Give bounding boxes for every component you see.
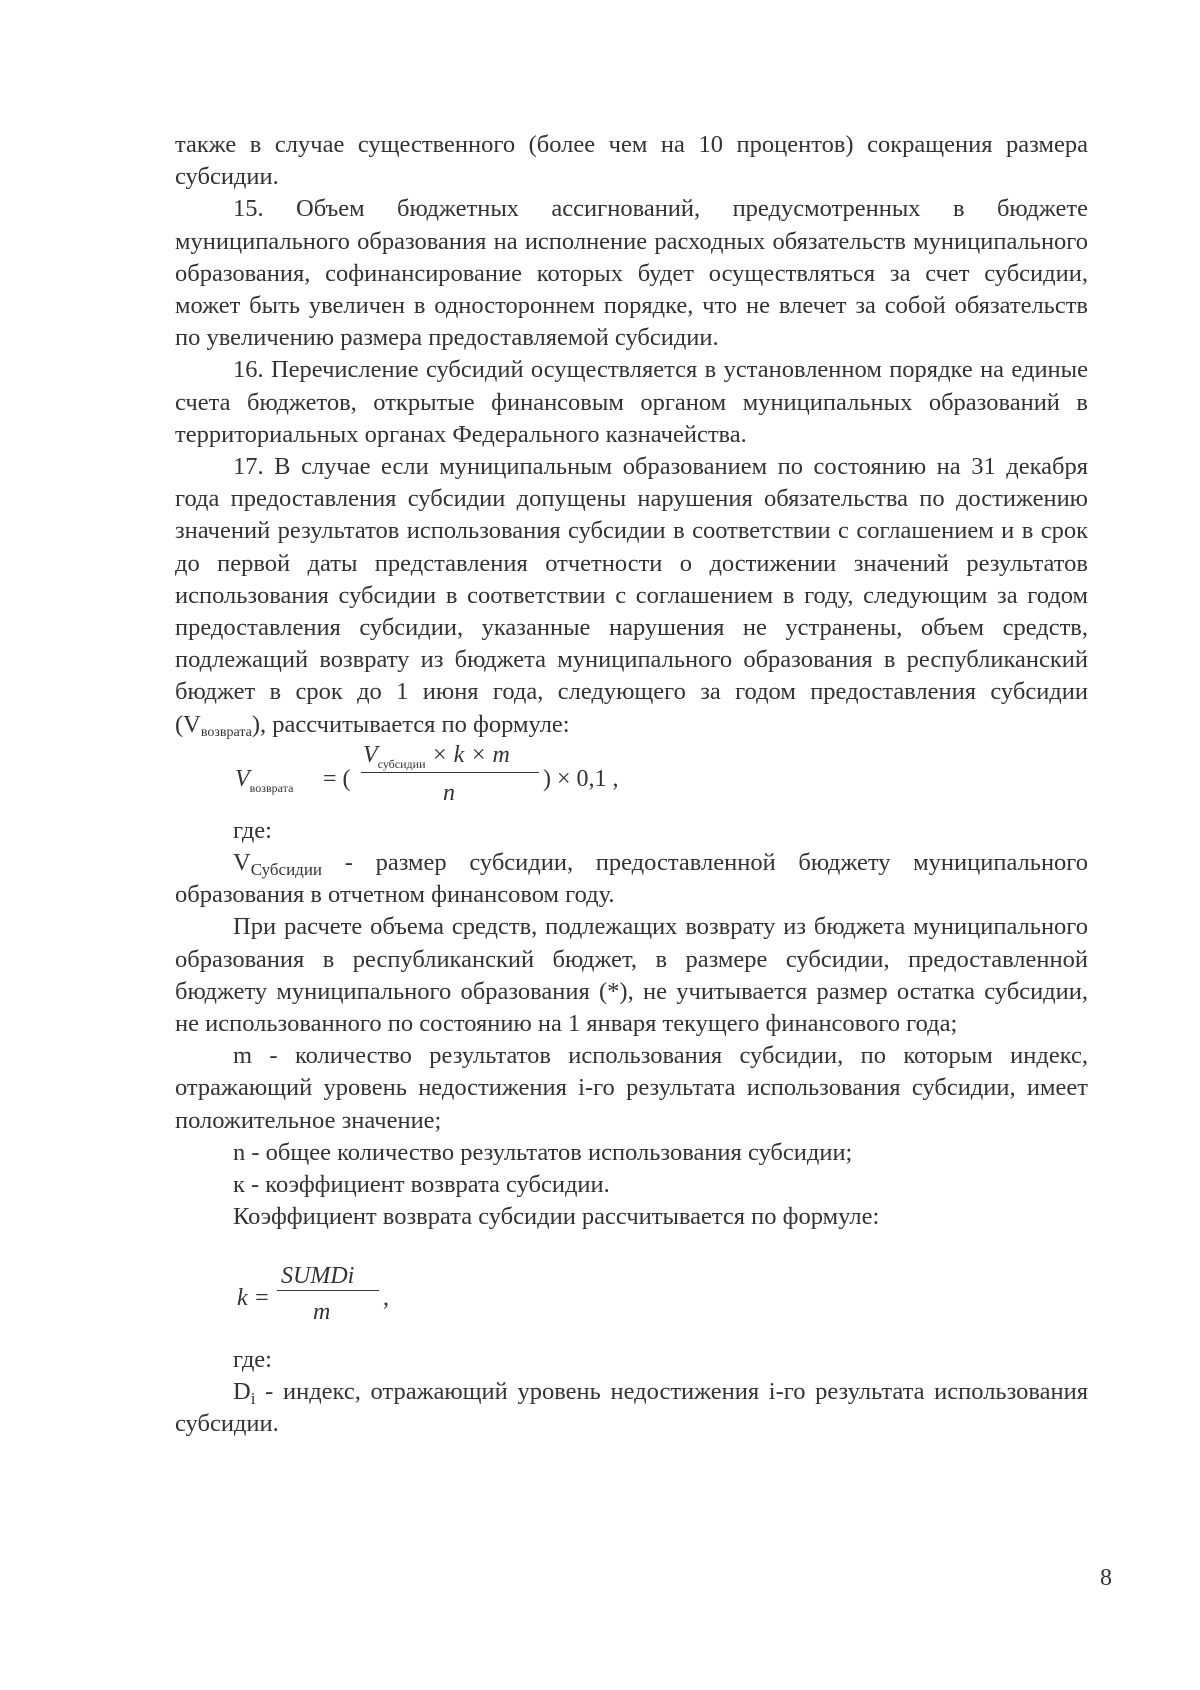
formula2-fraction-bar bbox=[277, 1290, 379, 1291]
formula1-lhs-subscript: возврата bbox=[249, 780, 294, 795]
formula2-lhs: k = bbox=[237, 1284, 270, 1311]
formula2-denominator: m bbox=[313, 1298, 331, 1325]
formula2-numerator: SUMDi bbox=[281, 1262, 355, 1289]
formula1-fraction-bar bbox=[361, 772, 539, 773]
paragraph-17-end: ), рассчитывается по формуле: bbox=[251, 710, 570, 738]
paragraph-15: 15. Объем бюджетных ассигнований, предусмотренных в бюджете муниципального образования на исполнение расходных обязательств муниципального образования, софинансирование которых будет осуществляться за счет субсидии, может быть увеличен в одностороннем порядке, что не влечет за собой обязательств по увеличению размера предоставляемой субсидии. bbox=[175, 195, 1088, 352]
formula1-numerator: $V_{субсидии} \times k \times m$ bbox=[363, 741, 510, 771]
formula1-denominator: n bbox=[443, 779, 455, 806]
paragraph-coefficient: Коэффициент возврата субсидии рассчитывается по формуле: bbox=[233, 1203, 880, 1231]
definition-n: n - общее количество результатов использования субсидии; bbox=[233, 1138, 853, 1166]
formula-return-coefficient bbox=[235, 1234, 1088, 1344]
paragraph-17-subscript: возврата bbox=[200, 724, 252, 740]
where-label-1: где: bbox=[233, 816, 272, 844]
definition-v-subscript: Субсидии bbox=[250, 860, 323, 880]
paragraph-17-text: 17. В случае если муниципальным образованием по состоянию на 31 декабря года предоставления субсидии допущены нарушения обязательства по достижению значений результатов использования субсидии в соответствии с соглашением и в срок до первой даты представления отчетности о достижении значений результатов использования субсидии в соответствии с соглашением в году, следующим за годом предоставления субсидии, указанные нарушения не устранены, объем средств, подлежащий возврату из бюджета муниципального образования в республиканский бюджет в срок до 1 июня года, следующего за годом предоставления субсидии (V bbox=[175, 453, 1088, 738]
formula1-rhs: ) × 0,1 , bbox=[543, 765, 619, 792]
formula1-lhs: $V_{возврата}$ bbox=[235, 765, 294, 795]
definition-m: m - количество результатов использования субсидии, по которым индекс, отражающий уровень недостижения i-го результата использования субсидии, имеет положительное значение; bbox=[175, 1042, 1088, 1134]
formula1-equals: = ( bbox=[323, 765, 351, 792]
definition-v-subsidy: $V_{Субсидии}$ - размер субсидии, предоставленной бюджету муниципального образования в отчетном финансовом году. bbox=[175, 849, 1088, 909]
paragraph-16: 16. Перечисление субсидий осуществляется в установленном порядке на единые счета бюджетов, открытые финансовым органом муниципальных образований в территориальных органах Федерального казначейства. bbox=[175, 356, 1088, 448]
paragraph-calculation-note: При расчете объема средств, подлежащих возврату из бюджета муниципального образования в республиканский бюджет, в размере субсидии, предоставленной бюджету муниципального образования (*), не учитывается размер остатка субсидии, не использованного по состоянию на 1 января текущего финансового года; bbox=[175, 913, 1088, 1038]
definition-k: к - коэффициент возврата субсидии. bbox=[233, 1171, 610, 1199]
formula1-numerator-subscript: субсидии bbox=[377, 756, 426, 771]
definition-d: $D_i$ - индекс, отражающий уровень недостижения i-го результата использования субсидии. bbox=[175, 1377, 1088, 1437]
definition-d-subscript: i bbox=[250, 1388, 256, 1408]
where-label-2: где: bbox=[233, 1345, 272, 1373]
formula2-comma: , bbox=[383, 1284, 389, 1311]
page-number: 8 bbox=[1100, 1565, 1112, 1591]
formula-return-volume bbox=[235, 741, 1088, 815]
paragraph-17 bbox=[175, 451, 1088, 741]
paragraph-intro: также в случае существенного (более чем на 10 процентов) сокращения размера субсидии. bbox=[175, 131, 1088, 191]
